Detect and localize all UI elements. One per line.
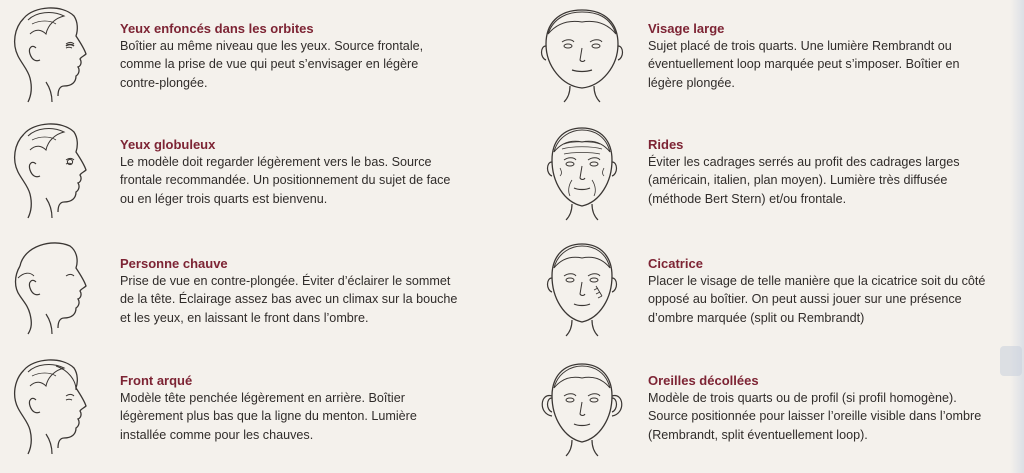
description-line: Le modèle doit regarder légèrement vers le bas. Source — [120, 155, 432, 169]
entry-title: Front arqué — [120, 373, 193, 388]
description-line: opposé au boîtier. On peut aussi jouer sur une présence — [648, 292, 962, 307]
entry-description — [120, 37, 500, 92]
description-line: Source positionnée pour laisser l’oreille visible dans l’ombre — [648, 409, 982, 424]
entry-description — [648, 389, 1024, 444]
entry-description — [648, 153, 1024, 208]
description-line: (Rembrandt, split éventuellement loop). — [648, 427, 868, 442]
entry-title: Personne chauve — [120, 256, 228, 271]
entry-title: Oreilles décollées — [648, 373, 759, 388]
description-line: Placer le visage de telle manière que la cicatrice soit du côté — [648, 274, 986, 288]
description-line: légèrement plus bas que la ligne du menton. Lumière — [120, 409, 417, 424]
description-line: Modèle de trois quarts ou de profil (si profil homogène). — [648, 391, 957, 405]
profile-head-icon — [6, 4, 98, 104]
entry-description — [120, 389, 500, 444]
page-edge-shadow — [1010, 0, 1024, 473]
entry-description — [120, 153, 500, 208]
entry-description — [120, 272, 500, 327]
description-line: ou en léger trois quarts est bienvenu. — [120, 191, 328, 206]
description-line: frontale recommandée. Un positionnement du sujet de face — [120, 173, 451, 188]
wrinkled-face-icon — [536, 122, 628, 222]
entry-title: Visage large — [648, 21, 725, 36]
description-line: éventuellement loop marquée peut s’imposer. Boîtier en — [648, 57, 960, 72]
profile-head-icon — [6, 356, 98, 456]
description-line: installée comme pour les chauves. — [120, 427, 314, 442]
wide-face-icon — [536, 4, 628, 104]
description-line: Prise de vue en contre-plongée. Éviter d’éclairer le sommet — [120, 274, 451, 288]
description-line: et les yeux, en laissant le front dans l’ombre. — [120, 310, 369, 325]
description-line: Modèle tête penchée légèrement en arrière. Boîtier — [120, 391, 405, 405]
protruding-ears-face-icon — [536, 358, 628, 458]
description-line: de la tête. Éclairage assez bas avec un climax sur la bouche — [120, 292, 458, 307]
description-line: légère plongée. — [648, 75, 735, 90]
entry-title: Rides — [648, 137, 684, 152]
description-line: (méthode Bert Stern) et/ou frontale. — [648, 191, 847, 206]
description-line: Éviter les cadrages serrés au profit des cadrages larges — [648, 155, 960, 169]
entry-description — [648, 37, 1024, 92]
entry-description — [648, 272, 1024, 327]
scarred-face-icon — [536, 238, 628, 338]
description-line: (américain, italien, plan moyen). Lumière très diffusée — [648, 173, 948, 188]
description-line: comme la prise de vue qui peut s’envisager en légère — [120, 57, 419, 72]
entry-title: Yeux enfoncés dans les orbites — [120, 21, 314, 36]
description-line: Sujet placé de trois quarts. Une lumière Rembrandt ou — [648, 39, 952, 53]
profile-head-icon — [6, 120, 98, 220]
description-line: Boîtier au même niveau que les yeux. Source frontale, — [120, 39, 424, 53]
description-line: contre-plongée. — [120, 75, 208, 90]
page-edge-mark — [1000, 346, 1022, 376]
description-line: d’ombre marquée (split ou Rembrandt) — [648, 310, 865, 325]
entry-title: Cicatrice — [648, 256, 703, 271]
entry-title: Yeux globuleux — [120, 137, 216, 152]
bald-profile-head-icon — [6, 236, 98, 336]
